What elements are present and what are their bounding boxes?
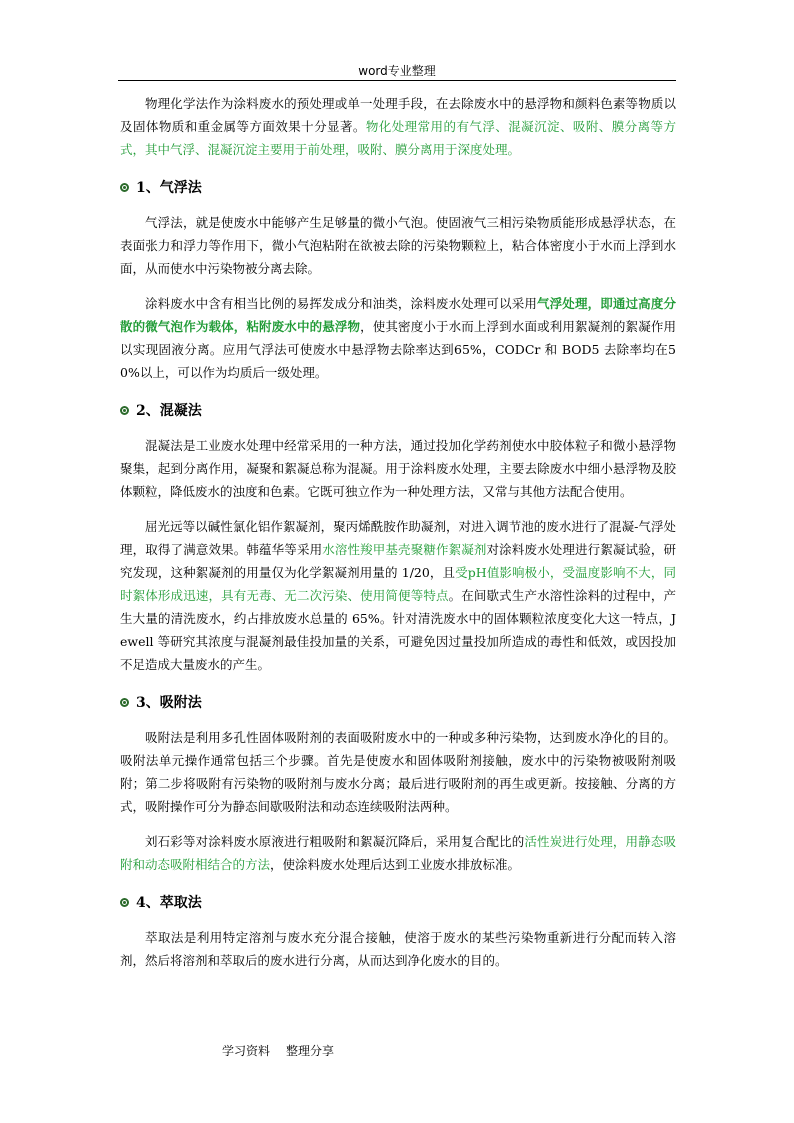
text-run: 对涂料废水处理进行絮凝试验，研究发现，这种絮凝剂的用量仅为化学絮凝剂用量的 1/20，且: [120, 542, 676, 580]
section-title: 3、吸附法: [136, 695, 202, 711]
section-2-paragraph-2: [120, 515, 676, 676]
text-run: ，使其密度小于水而上浮到水面或利用絮凝剂的絮凝作用以实现固液分离。应用气浮法可使废水中悬浮物去除率达到65%，CODCr 和 BOD5 去除率均在50%以上，可以作为均质后一级处理。: [120, 319, 676, 380]
section-title: 1、气浮法: [136, 180, 202, 196]
header-rule: [118, 80, 676, 81]
section-title: 4、萃取法: [136, 895, 202, 911]
text-run: 涂料废水中含有相当比例的易挥发成分和油类，涂料废水处理可以采用: [145, 296, 538, 311]
bullet-circle-icon: [120, 406, 129, 415]
section-1-paragraph-1: 气浮法，就是使废水中能够产生足够量的微小气泡。使固液气三相污染物质能形成悬浮状态，在表面张力和浮力等作用下，微小气泡粘附在欲被去除的污染物颗粒上，粘合体密度小于水而上浮到水面，从而使水中污染物被分离去除。: [120, 215, 676, 276]
footer-right-text: 整理分享: [286, 1044, 335, 1058]
text-run: 。在间歇式生产水溶性涂料的过程中，产生大量的清洗废水，约占排放废水总量的 65%。针对清洗废水中的固体颗粒浓度变化大这一特点，Jewell 等研究其浓度与混凝剂最佳投加量的关系，可避免因过量投加所造成的毒性和低效，或因投加不足造成大量废水的产生。: [120, 588, 676, 672]
page-footer: [222, 1042, 334, 1059]
section-1-paragraph-2: [120, 292, 676, 384]
page-header: word专业整理: [358, 64, 436, 78]
text-run: 刘石彩等对涂料废水原液进行粗吸附和絮凝沉降后，采用复合配比的: [145, 834, 525, 849]
section-heading-2: [120, 398, 676, 422]
section-title: 2、混凝法: [136, 403, 202, 419]
intro-highlight: 物化处理常用的有气浮、混凝沉淀、吸附、膜分离等方式，其中气浮、混凝沉淀主要用于前处理，吸附、膜分离用于深度处理。: [120, 119, 676, 157]
highlight-run: 受pH值影响极小，受温度影响不大，同时絮体形成迅速，具有无毒、无二次污染、使用简便等特点: [120, 565, 676, 603]
highlight-run: 水溶性羧甲基壳聚糖作絮凝剂: [322, 542, 487, 557]
intro-paragraph: [120, 92, 676, 161]
bullet-circle-icon: [120, 898, 129, 907]
section-heading-4: [120, 890, 676, 914]
section-4-paragraph-1: 萃取法是利用特定溶剂与废水充分混合接触，使溶于废水的某些污染物重新进行分配而转入溶剂，然后将溶剂和萃取后的废水进行分离，从而达到净化废水的目的。: [120, 930, 676, 968]
document-body: [120, 92, 676, 972]
highlight-run: 气浮处理，即通过高度分散的微气泡作为载体，粘附废水中的悬浮物: [120, 296, 676, 334]
text-run: 屈光远等以碱性氯化铝作絮凝剂，聚丙烯酰胺作助凝剂，对进入调节池的废水进行了混凝-气浮处理，取得了满意效果。韩蕴华等采用: [120, 519, 676, 557]
text-run: ，使涂料废水处理后达到工业废水排放标准。: [270, 857, 521, 872]
section-heading-1: [120, 175, 676, 199]
section-3-paragraph-2: [120, 830, 676, 876]
section-heading-3: [120, 690, 676, 714]
highlight-run: 活性炭进行处理，用静态吸附和动态吸附相结合的方法: [120, 834, 676, 872]
section-3-paragraph-1: 吸附法是利用多孔性固体吸附剂的表面吸附废水中的一种或多种污染物，达到废水净化的目的。吸附法单元操作通常包括三个步骤。首先是使废水和固体吸附剂接触，废水中的污染物被吸附剂吸附；第二步将吸附有污染物的吸附剂与废水分离；最后进行吸附剂的再生或更新。按接触、分离的方式，吸附操作可分为静态间歇吸附法和动态连续吸附法两种。: [120, 730, 676, 814]
section-2-paragraph-1: 混凝法是工业废水处理中经常采用的一种方法，通过投加化学药剂使水中胶体粒子和微小悬浮物聚集，起到分离作用，凝聚和絮凝总称为混凝。用于涂料废水处理，主要去除废水中细小悬浮物及胶体颗粒，降低废水的浊度和色素。它既可独立作为一种处理方法，又常与其他方法配合使用。: [120, 438, 676, 499]
footer-left-text: 学习资料: [222, 1044, 271, 1058]
intro-text: 物理化学法作为涂料废水的预处理或单一处理手段，在去除废水中的悬浮物和颜料色素等物质以及固体物质和重金属等方面效果十分显著。: [120, 96, 676, 134]
bullet-circle-icon: [120, 183, 129, 192]
bullet-circle-icon: [120, 698, 129, 707]
